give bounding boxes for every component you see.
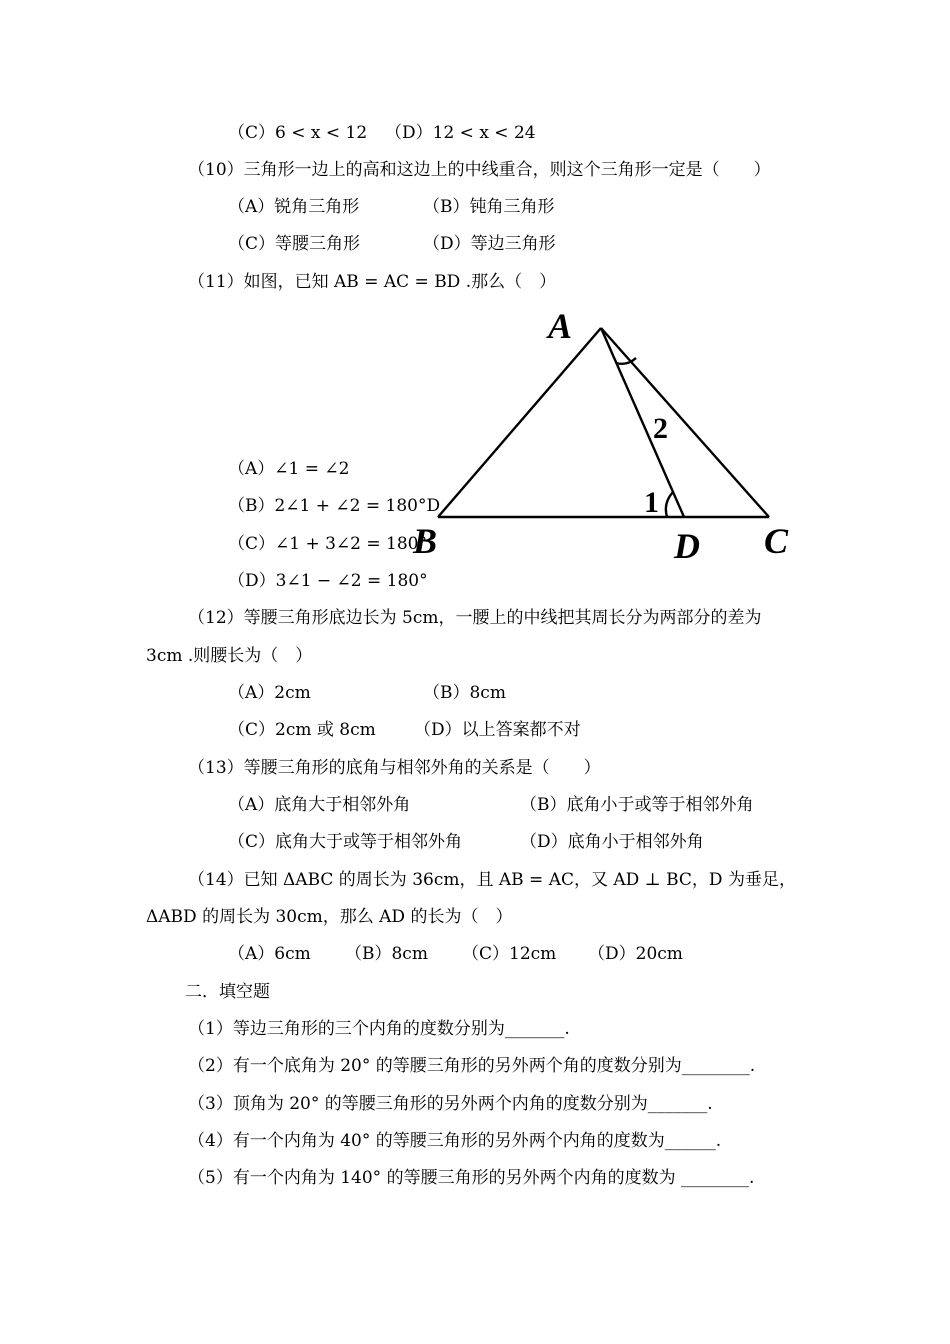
q12-option-b: （B）8cm (423, 683, 506, 703)
q13-stem: （13）等腰三角形的底角与相邻外角的关系是（ ） (188, 758, 601, 778)
q10-option-d: （D）等边三角形 (423, 234, 556, 254)
q11-option-b: （B）2∠1 + ∠2 = 180°D (228, 496, 441, 516)
q12-stem-line2: 3cm .则腰长为（ ） (146, 646, 313, 666)
q12-option-a: （A）2cm (228, 683, 311, 703)
q11-option-c: （C）∠1 + 3∠2 = 180° (228, 534, 427, 554)
q13-option-d: （D）底角小于相邻外角 (520, 832, 704, 852)
vertex-c-label: C (764, 521, 789, 561)
q9-option-d: （D）12 < x < 24 (385, 123, 536, 143)
section2-title: 二．填空题 (185, 982, 270, 1002)
q12-option-c: （C）2cm 或 8cm (228, 720, 376, 740)
q12-option-d: （D）以上答案都不对 (414, 720, 581, 740)
vertex-a-label: A (548, 306, 573, 346)
q13-option-c: （C）底角大于或等于相邻外角 (228, 832, 463, 852)
angle-1-arc (666, 492, 673, 517)
fill-blank-item: （3）顶角为 20° 的等腰三角形的另外两个内角的度数分别为_______. (188, 1094, 713, 1114)
vertex-b-label: B (413, 521, 438, 561)
q10-stem: （10）三角形一边上的高和这边上的中线重合，则这个三角形一定是（ ） (188, 160, 771, 180)
fill-blank-item: （2）有一个底角为 20° 的等腰三角形的另外两个角的度数分别为________. (188, 1056, 756, 1076)
side-ab (438, 328, 601, 517)
fill-blank-item: （1）等边三角形的三个内角的度数分别为_______. (188, 1019, 570, 1039)
q13-option-a: （A）底角大于相邻外角 (228, 795, 411, 815)
q11-option-d: （D）3∠1 − ∠2 = 180° (228, 571, 428, 591)
side-ac (601, 328, 769, 517)
angle-1-label: 1 (644, 486, 659, 519)
q12-stem-line1: （12）等腰三角形底边长为 5cm，一腰上的中线把其周长分为两部分的差为 (188, 608, 762, 628)
q13-option-b: （B）底角小于或等于相邻外角 (520, 795, 754, 815)
q10-option-b: （B）钝角三角形 (423, 197, 555, 217)
q10-option-c: （C）等腰三角形 (228, 234, 361, 254)
q9-option-c: （C）6 < x < 12 (228, 123, 368, 143)
q11-option-a: （A）∠1 = ∠2 (228, 459, 350, 479)
vertex-d-label: D (674, 526, 700, 566)
q14-stem-line1: （14）已知 ΔABC 的周长为 36cm，且 AB = AC，又 AD ⊥ BC，D 为垂足， (188, 870, 796, 890)
q14-stem-line2: ΔABD 的周长为 30cm，那么 AD 的长为（ ） (146, 907, 513, 927)
q11-stem: （11）如图，已知 AB = AC = BD .那么（ ） (188, 272, 557, 292)
q14-option-b: （B）8cm (345, 944, 428, 964)
q14-option-d: （D）20cm (588, 944, 683, 964)
fill-blank-item: （4）有一个内角为 40° 的等腰三角形的另外两个内角的度数为______. (188, 1131, 722, 1151)
segment-ad (601, 328, 684, 517)
angle-2-label: 2 (653, 412, 668, 445)
q10-option-a: （A）锐角三角形 (228, 197, 360, 217)
fill-blank-item: （5）有一个内角为 140° 的等腰三角形的另外两个内角的度数为 ________. (188, 1168, 755, 1188)
q14-option-c: （C）12cm (462, 944, 557, 964)
q14-option-a: （A）6cm (228, 944, 311, 964)
